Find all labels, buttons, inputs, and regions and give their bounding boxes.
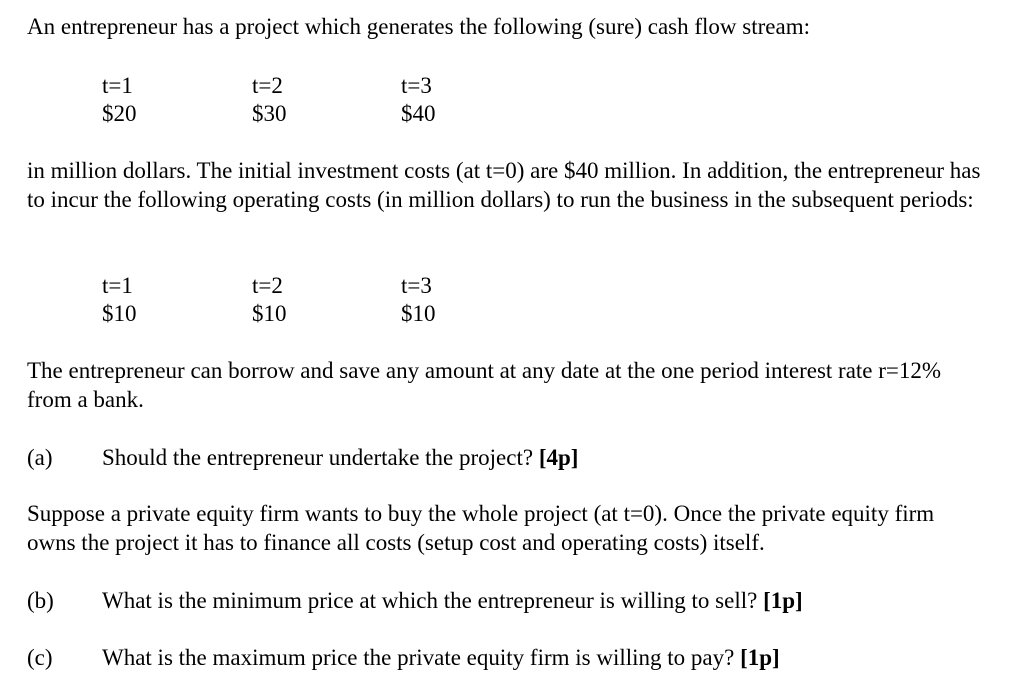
operating-cost-value-1: $10	[102, 301, 137, 326]
question-b-line	[102, 587, 803, 615]
question-c-points: [1p]	[740, 645, 780, 670]
paragraph-investment-costs: in million dollars. The initial investment costs (at t=0) are $40 million. In addition, the entrepreneur has to incur the following operating costs (in million dollars) to run the business in the subsequent periods:	[27, 158, 981, 212]
operating-cost-value-2: $10	[252, 301, 287, 326]
question-b-points: [1p]	[763, 588, 803, 613]
question-a-text: Should the entrepreneur undertake the project?	[102, 445, 534, 470]
paragraph-private-equity: Suppose a private equity firm wants to buy the whole project (at t=0). Once the private equity firm owns the project it has to finance all costs (setup cost and operating costs) itself.	[27, 501, 935, 555]
cash-flow-period-3: t=3	[401, 73, 432, 98]
question-a-label: (a)	[27, 445, 53, 470]
operating-cost-period-1: t=1	[102, 273, 133, 298]
question-c-text: What is the maximum price the private equity firm is willing to pay?	[102, 645, 735, 670]
intro-text: An entrepreneur has a project which generates the following (sure) cash flow stream:	[27, 14, 810, 39]
question-a-points: [4p]	[538, 445, 579, 470]
paragraph-interest-rate: The entrepreneur can borrow and save any amount at any date at the one period interest rate r=12% from a bank.	[27, 358, 942, 412]
question-c-line	[102, 644, 780, 672]
operating-cost-period-3: t=3	[401, 273, 432, 298]
cash-flow-value-1: $20	[102, 101, 137, 126]
cash-flow-value-2: $30	[252, 101, 287, 126]
operating-cost-period-2: t=2	[252, 273, 283, 298]
question-c-label: (c)	[27, 645, 53, 670]
cash-flow-value-3: $40	[401, 101, 436, 126]
question-a-line	[102, 444, 578, 472]
operating-cost-value-3: $10	[401, 301, 436, 326]
question-b-label: (b)	[27, 588, 54, 613]
cash-flow-period-1: t=1	[102, 73, 133, 98]
question-b-text: What is the minimum price at which the entrepreneur is willing to sell?	[102, 588, 758, 613]
cash-flow-period-2: t=2	[252, 73, 283, 98]
